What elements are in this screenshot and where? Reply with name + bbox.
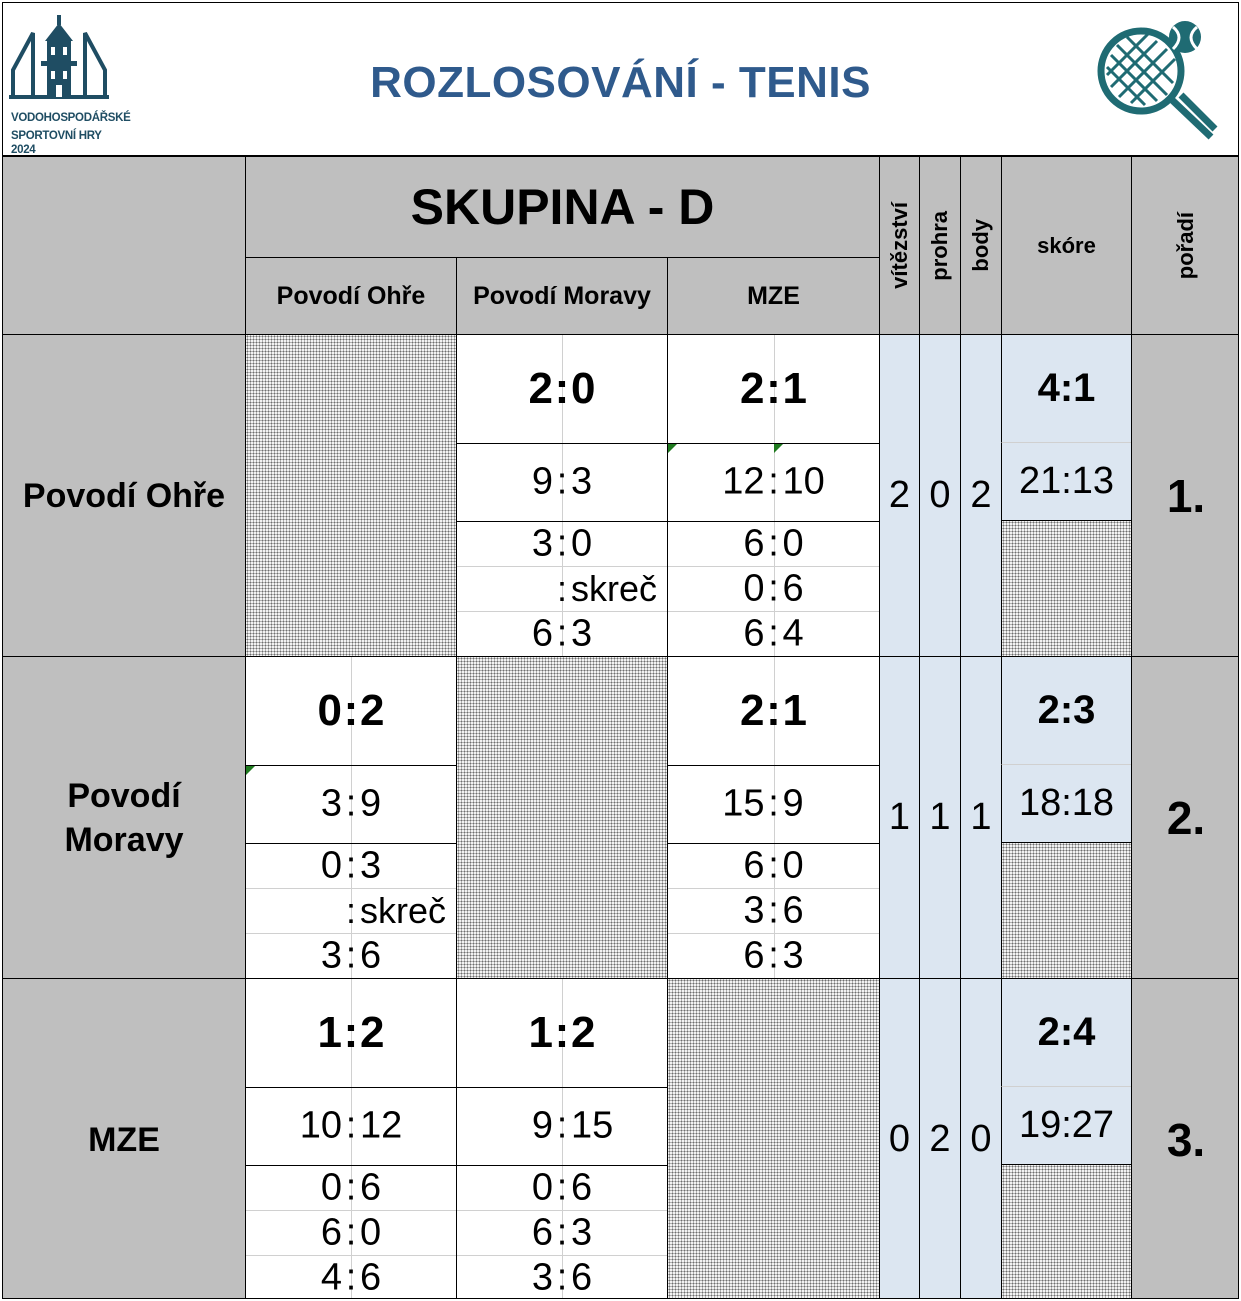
group-table bbox=[2, 156, 1239, 1299]
set-score-left: 6 bbox=[743, 612, 765, 654]
match-games-separator: : bbox=[345, 1104, 357, 1147]
set-score-separator: : bbox=[768, 934, 779, 976]
set-score bbox=[457, 611, 667, 656]
set-score-right: 6 bbox=[360, 934, 382, 976]
set-score-right: 6 bbox=[782, 889, 804, 931]
match-games-right: 15 bbox=[571, 1104, 614, 1147]
set-score-right: 3 bbox=[571, 1211, 593, 1253]
comment-marker-icon bbox=[774, 444, 783, 453]
set-score bbox=[457, 1255, 667, 1299]
group-title: SKUPINA - D bbox=[245, 157, 879, 257]
set-score-left: 6 bbox=[743, 934, 765, 976]
set-score-left: 6 bbox=[743, 844, 765, 886]
column-header-povodi-ohre: Povodí Ohře bbox=[245, 257, 456, 334]
header-score: skóre bbox=[1001, 157, 1131, 334]
set-score-separator: : bbox=[768, 612, 779, 654]
stat-losses: 0 bbox=[919, 334, 960, 656]
corner-cell bbox=[3, 157, 245, 334]
match-result-separator: : bbox=[343, 686, 359, 735]
set-score bbox=[246, 1165, 456, 1210]
match-games-right: 12 bbox=[360, 1104, 403, 1147]
match-cell bbox=[245, 656, 456, 978]
set-score-right: 3 bbox=[360, 844, 382, 886]
set-score-separator: : bbox=[345, 1211, 357, 1253]
match-cell bbox=[667, 334, 879, 656]
match-result-left: 2 bbox=[740, 364, 765, 413]
set-score-separator: : bbox=[345, 1256, 357, 1298]
match-result-separator: : bbox=[343, 1008, 359, 1057]
stat-losses: 2 bbox=[919, 978, 960, 1299]
set-score-left: 3 bbox=[320, 934, 342, 976]
match-result-left: 0 bbox=[317, 686, 342, 735]
tennis-racket-icon bbox=[1093, 15, 1223, 145]
match-games-left: 12 bbox=[722, 460, 765, 503]
match-games-right: 3 bbox=[571, 460, 593, 503]
score-sets: 4:1 bbox=[1001, 334, 1131, 442]
set-score-separator: : bbox=[345, 844, 357, 886]
set-score-left: 3 bbox=[531, 1256, 553, 1298]
match-games bbox=[457, 1087, 667, 1165]
match-games-separator: : bbox=[556, 1104, 568, 1147]
set-score-left: 3 bbox=[531, 522, 553, 564]
match-games-right: 9 bbox=[782, 782, 804, 825]
set-score-right: 0 bbox=[782, 844, 804, 886]
set-score bbox=[668, 933, 879, 978]
header-wins: vítězství bbox=[879, 157, 919, 334]
set-score-right: 6 bbox=[782, 567, 804, 609]
tennis-logo bbox=[1093, 15, 1223, 145]
set-score bbox=[246, 843, 456, 888]
set-score bbox=[457, 521, 667, 566]
set-score-separator: : bbox=[345, 889, 357, 931]
set-score-separator: : bbox=[345, 934, 357, 976]
match-games bbox=[246, 1087, 456, 1165]
score-empty-cell bbox=[1001, 842, 1131, 978]
stat-points: 0 bbox=[960, 978, 1001, 1299]
score-games: 21:13 bbox=[1001, 442, 1131, 520]
set-score-left: 6 bbox=[743, 522, 765, 564]
set-score-separator: : bbox=[556, 1256, 568, 1298]
logo-text-line-2: SPORTOVNÍ HRY 2024 bbox=[11, 130, 102, 156]
set-score-separator: : bbox=[768, 522, 779, 564]
match-result bbox=[668, 657, 879, 765]
set-score-left: 3 bbox=[743, 889, 765, 931]
set-score bbox=[457, 1165, 667, 1210]
match-games-separator: : bbox=[345, 782, 357, 825]
set-score-right: 4 bbox=[782, 612, 804, 654]
set-score-separator: : bbox=[345, 1166, 357, 1208]
header-points: body bbox=[960, 157, 1001, 334]
set-score bbox=[668, 521, 879, 566]
match-cell bbox=[667, 656, 879, 978]
set-score-left: 0 bbox=[320, 1166, 342, 1208]
set-score bbox=[668, 566, 879, 611]
set-score bbox=[668, 888, 879, 933]
match-result-separator: : bbox=[554, 1008, 570, 1057]
set-score-left: 6 bbox=[320, 1211, 342, 1253]
match-result-left: 1 bbox=[317, 1008, 342, 1057]
match-cell bbox=[456, 978, 667, 1299]
match-games-separator: : bbox=[768, 782, 779, 825]
match-result bbox=[457, 979, 667, 1087]
match-games bbox=[457, 443, 667, 521]
stat-points: 1 bbox=[960, 656, 1001, 978]
match-cell bbox=[456, 334, 667, 656]
match-result-left: 2 bbox=[740, 686, 765, 735]
match-result bbox=[668, 335, 879, 443]
comment-marker-icon bbox=[668, 444, 677, 453]
set-score-separator: : bbox=[556, 1166, 568, 1208]
match-games bbox=[246, 765, 456, 843]
set-score-separator: : bbox=[556, 567, 568, 609]
self-match-cell bbox=[245, 334, 456, 656]
match-result-separator: : bbox=[766, 686, 781, 735]
set-score bbox=[246, 888, 456, 933]
match-games-left: 15 bbox=[722, 782, 765, 825]
match-result bbox=[246, 657, 456, 765]
match-result-separator: : bbox=[766, 364, 781, 413]
score-sets: 2:4 bbox=[1001, 978, 1131, 1086]
match-result-right: 0 bbox=[571, 364, 596, 413]
set-score-right: skreč bbox=[571, 567, 658, 609]
comment-marker-icon bbox=[246, 766, 255, 775]
set-score bbox=[246, 1210, 456, 1255]
match-result-right: 1 bbox=[782, 686, 807, 735]
match-result bbox=[457, 335, 667, 443]
score-empty-cell bbox=[1001, 520, 1131, 656]
set-score-separator: : bbox=[768, 567, 779, 609]
match-games-left: 10 bbox=[299, 1104, 342, 1147]
set-score-separator: : bbox=[768, 889, 779, 931]
match-result bbox=[246, 979, 456, 1087]
set-score-separator: : bbox=[556, 612, 568, 654]
self-match-cell bbox=[667, 978, 879, 1299]
match-result-right: 2 bbox=[360, 1008, 385, 1057]
stat-wins: 2 bbox=[879, 334, 919, 656]
match-games-left: 9 bbox=[531, 1104, 553, 1147]
stat-wins: 1 bbox=[879, 656, 919, 978]
set-score-left: 6 bbox=[531, 612, 553, 654]
set-score-separator: : bbox=[556, 522, 568, 564]
match-games-left: 9 bbox=[531, 460, 553, 503]
match-result-right: 2 bbox=[360, 686, 385, 735]
match-result-right: 2 bbox=[571, 1008, 596, 1057]
match-games-right: 10 bbox=[782, 460, 825, 503]
page-title: ROZLOSOVÁNÍ - TENIS bbox=[370, 58, 871, 107]
set-score-right: 3 bbox=[782, 934, 804, 976]
set-score bbox=[246, 1255, 456, 1299]
set-score-right: skreč bbox=[360, 889, 447, 931]
match-result-right: 1 bbox=[782, 364, 807, 413]
set-score-right: 3 bbox=[571, 612, 593, 654]
score-games: 18:18 bbox=[1001, 764, 1131, 842]
set-score bbox=[457, 566, 667, 611]
set-score-separator: : bbox=[768, 844, 779, 886]
match-games-separator: : bbox=[768, 460, 779, 503]
set-score-right: 0 bbox=[782, 522, 804, 564]
score-sets: 2:3 bbox=[1001, 656, 1131, 764]
team-rank: 3. bbox=[1131, 978, 1239, 1299]
match-games bbox=[668, 765, 879, 843]
column-header-mze: MZE bbox=[667, 257, 879, 334]
team-name: MZE bbox=[3, 978, 245, 1299]
match-cell bbox=[245, 978, 456, 1299]
set-score-right: 0 bbox=[571, 522, 593, 564]
match-games bbox=[668, 443, 879, 521]
set-score-right: 0 bbox=[360, 1211, 382, 1253]
page-header bbox=[2, 2, 1239, 156]
set-score-right: 6 bbox=[571, 1256, 593, 1298]
match-result-left: 1 bbox=[528, 1008, 553, 1057]
set-score-left: 0 bbox=[531, 1166, 553, 1208]
column-header-povodi-moravy: Povodí Moravy bbox=[456, 257, 667, 334]
set-score-left: 6 bbox=[531, 1211, 553, 1253]
stat-wins: 0 bbox=[879, 978, 919, 1299]
match-result-left: 2 bbox=[528, 364, 553, 413]
stat-points: 2 bbox=[960, 334, 1001, 656]
set-score-right: 6 bbox=[360, 1256, 382, 1298]
set-score-left: 0 bbox=[743, 567, 765, 609]
team-name: Povodí Moravy bbox=[3, 656, 245, 978]
header-rank: pořadí bbox=[1131, 157, 1239, 334]
team-rank: 1. bbox=[1131, 334, 1239, 656]
set-score-left: 4 bbox=[320, 1256, 342, 1298]
set-score-separator: : bbox=[556, 1211, 568, 1253]
logo-text-line-1: VODOHOSPODÁŘSKÉ bbox=[11, 112, 131, 124]
match-games-right: 9 bbox=[360, 782, 382, 825]
match-result-separator: : bbox=[554, 364, 570, 413]
score-games: 19:27 bbox=[1001, 1086, 1131, 1164]
score-empty-cell bbox=[1001, 1164, 1131, 1299]
set-score bbox=[668, 611, 879, 656]
team-rank: 2. bbox=[1131, 656, 1239, 978]
match-games-left: 3 bbox=[320, 782, 342, 825]
set-score-right: 6 bbox=[360, 1166, 382, 1208]
header-losses: prohra bbox=[919, 157, 960, 334]
match-games-separator: : bbox=[556, 460, 568, 503]
set-score bbox=[668, 843, 879, 888]
set-score bbox=[457, 1210, 667, 1255]
team-name: Povodí Ohře bbox=[3, 334, 245, 656]
set-score-right: 6 bbox=[571, 1166, 593, 1208]
stat-losses: 1 bbox=[919, 656, 960, 978]
set-score bbox=[246, 933, 456, 978]
set-score-left: 0 bbox=[320, 844, 342, 886]
self-match-cell bbox=[456, 656, 667, 978]
